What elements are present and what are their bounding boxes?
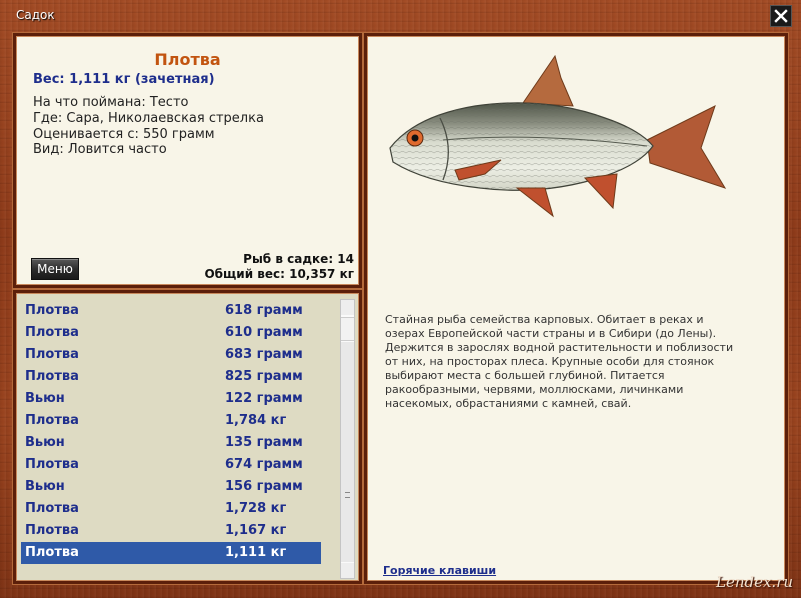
fish-list-weight: 1,784 кг: [225, 413, 287, 428]
menu-button[interactable]: Меню: [31, 258, 79, 280]
fish-list-row[interactable]: [21, 322, 321, 344]
fish-list-name: Плотва: [25, 501, 79, 516]
fish-list-row[interactable]: [21, 520, 321, 542]
fish-list-row[interactable]: [21, 300, 321, 322]
fish-list-weight: 825 грамм: [225, 369, 303, 384]
fish-list-row[interactable]: [21, 542, 321, 564]
scroll-thumb[interactable]: [341, 317, 354, 341]
fish-location: Где: Сара, Николаевская стрелка: [33, 111, 264, 126]
fish-list-panel: [13, 290, 362, 584]
close-button[interactable]: [770, 5, 792, 27]
fish-list-weight: 1,111 кг: [225, 545, 287, 560]
fish-info-panel: [13, 33, 362, 288]
fish-list-row[interactable]: [21, 432, 321, 454]
fish-list-name: Плотва: [25, 545, 79, 560]
fish-list-weight: 1,167 кг: [225, 523, 287, 538]
scroll-down-arrow[interactable]: [341, 563, 354, 578]
fish-description: [385, 313, 755, 411]
fish-list-weight: 122 грамм: [225, 391, 303, 406]
watermark: Lendex.ru: [716, 573, 794, 591]
fish-list-row[interactable]: [21, 476, 321, 498]
fish-description-panel: [364, 33, 788, 584]
fish-list-weight: 135 грамм: [225, 435, 303, 450]
scroll-grip-icon: [345, 492, 350, 498]
description-line: Держится в зарослях водной растительности и поблизости: [385, 341, 734, 354]
fish-list-name: Плотва: [25, 303, 79, 318]
description-line: выбирают места с большей глубиной. Питается: [385, 369, 665, 382]
fish-list-row[interactable]: [21, 388, 321, 410]
fish-weight: Вес: 1,111 кг (зачетная): [33, 72, 215, 87]
description-line: насекомых, обрастаниями с камней, свай.: [385, 397, 632, 410]
fish-list-name: Плотва: [25, 369, 79, 384]
description-line: от них, на просторах плеса. Крупные особи для стоянок: [385, 355, 715, 368]
fish-list-row[interactable]: [21, 410, 321, 432]
fish-list-row[interactable]: [21, 344, 321, 366]
fish-list: [21, 300, 321, 564]
hotkeys-link[interactable]: Горячие клавиши: [383, 564, 497, 577]
description-line: Стайная рыба семейства карповых. Обитает в реках и: [385, 313, 704, 326]
description-line: ракообразными, червями, моллюсками, личинками: [385, 383, 684, 396]
fish-list-weight: 674 грамм: [225, 457, 303, 472]
description-line: озерах Европейской части страны и в Сибири (до Лены).: [385, 327, 717, 340]
fish-name: Плотва: [154, 50, 221, 69]
fish-list-row[interactable]: [21, 498, 321, 520]
fish-list-name: Вьюн: [25, 479, 65, 494]
fish-list-name: Плотва: [25, 325, 79, 340]
fish-list-name: Вьюн: [25, 435, 65, 450]
fish-list-weight: 618 грамм: [225, 303, 303, 318]
fish-view: Вид: Ловится часто: [33, 142, 167, 157]
fish-list-row[interactable]: [21, 454, 321, 476]
close-icon: [774, 9, 788, 23]
total-weight: Общий вес: 10,357 кг: [204, 267, 354, 281]
scroll-track[interactable]: [341, 342, 354, 562]
scroll-up-arrow[interactable]: [341, 300, 354, 315]
title-bar: [0, 0, 801, 30]
fish-list-weight: 610 грамм: [225, 325, 303, 340]
fish-list-weight: 156 грамм: [225, 479, 303, 494]
fish-list-name: Плотва: [25, 523, 79, 538]
fish-list-name: Вьюн: [25, 391, 65, 406]
scrollbar[interactable]: [340, 299, 355, 579]
window-title: Садок: [16, 8, 55, 22]
fish-list-weight: 1,728 кг: [225, 501, 287, 516]
fish-list-name: Плотва: [25, 347, 79, 362]
fish-list-name: Плотва: [25, 413, 79, 428]
fish-value: Оценивается с: 550 грамм: [33, 127, 215, 142]
fish-list-weight: 683 грамм: [225, 347, 303, 362]
fish-list-row[interactable]: [21, 366, 321, 388]
fish-illustration: [385, 48, 730, 223]
fish-list-name: Плотва: [25, 457, 79, 472]
fish-bait: На что поймана: Тесто: [33, 95, 189, 110]
fish-count: Рыб в садке: 14: [243, 252, 354, 266]
